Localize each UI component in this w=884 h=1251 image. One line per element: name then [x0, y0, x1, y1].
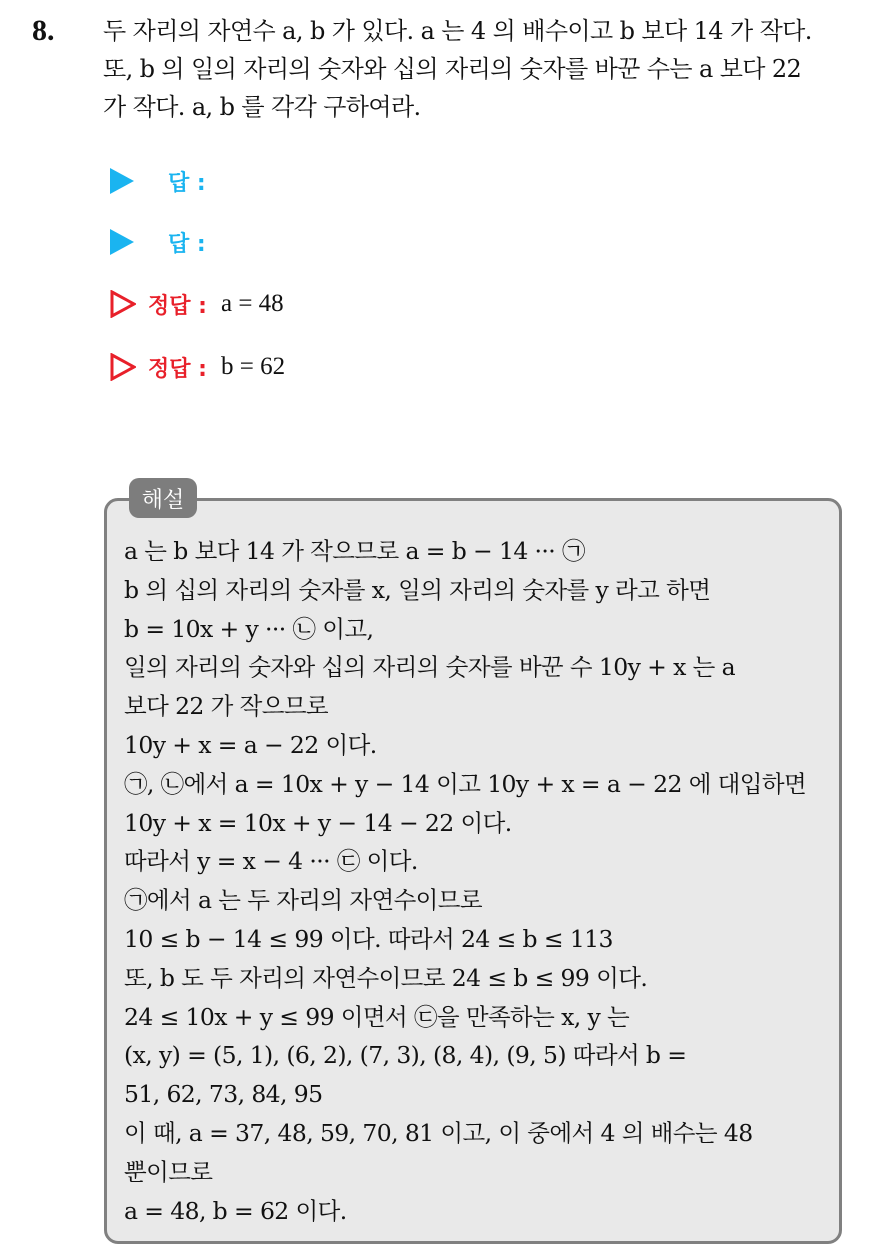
solution-line: a = 48, b = 62 이다.	[124, 1196, 347, 1225]
solution-line: (x, y) = (5, 1), (6, 2), (7, 3), (8, 4), (9, 5) 따라서 b =	[124, 1041, 687, 1070]
answer-label: 답 :	[168, 231, 206, 257]
solution-line: b = 10x + y ··· ㉡ 이고,	[124, 614, 374, 643]
solution-line: a 는 b 보다 14 가 작으므로 a = b − 14 ··· ㉠	[124, 537, 585, 565]
correct-triangle-outline-icon	[110, 353, 136, 381]
solution-line: 뿐이므로	[124, 1157, 213, 1186]
solution-line: 51, 62, 73, 84, 95	[124, 1080, 323, 1109]
question-line: 또, b 의 일의 자리의 숫자와 십의 자리의 숫자를 바꾼 수는 a 보다 22	[103, 55, 802, 83]
solution-line: 10 ≤ b − 14 ≤ 99 이다. 따라서 24 ≤ b ≤ 113	[124, 924, 613, 953]
answer-triangle-icon	[110, 229, 134, 255]
solution-line: 또, b 도 두 자리의 자연수이므로 24 ≤ b ≤ 99 이다.	[124, 963, 648, 992]
solution-line: ㉠에서 a 는 두 자리의 자연수이므로	[124, 886, 482, 915]
correct-answer-a	[110, 286, 284, 322]
answer-triangle-icon	[110, 168, 134, 194]
question-number: 8.	[32, 14, 55, 47]
correct-answer-label: 정답 :	[148, 356, 207, 382]
solution-line: 10y + x = 10x + y − 14 − 22 이다.	[124, 808, 512, 837]
correct-answer-b	[110, 349, 285, 385]
solution-line: 따라서 y = x − 4 ··· ㉢ 이다.	[124, 847, 418, 876]
solution-line: ㉠, ㉡에서 a = 10x + y − 14 이고 10y + x = a − 22 에 대입하면	[124, 769, 807, 798]
solution-line: 24 ≤ 10x + y ≤ 99 이면서 ㉢을 만족하는 x, y 는	[124, 1002, 630, 1031]
question-text	[103, 12, 873, 126]
correct-answer-value: a = 48	[220, 290, 284, 317]
correct-answer-label: 정답 :	[148, 293, 207, 319]
solution-text	[124, 532, 824, 1230]
solution-line: 일의 자리의 숫자와 십의 자리의 숫자를 바꾼 수 10y + x 는 a	[124, 653, 735, 682]
correct-answer-value: b = 62	[220, 353, 286, 380]
solution-line: 이 때, a = 37, 48, 59, 70, 81 이고, 이 중에서 4 의 배수는 48	[124, 1118, 753, 1147]
question-line: 가 작다. a, b 를 각각 구하여라.	[103, 93, 421, 121]
answer-field-b[interactable]	[110, 224, 206, 260]
solution-line: b 의 십의 자리의 숫자를 x, 일의 자리의 숫자를 y 라고 하면	[124, 575, 711, 604]
solution-line: 보다 22 가 작으므로	[124, 692, 329, 721]
answer-label: 답 :	[168, 170, 206, 196]
solution-line: 10y + x = a − 22 이다.	[124, 730, 377, 759]
answer-field-a[interactable]	[110, 163, 206, 199]
correct-triangle-outline-icon	[110, 290, 136, 318]
question-line: 두 자리의 자연수 a, b 가 있다. a 는 4 의 배수이고 b 보다 14 가 작다.	[103, 17, 812, 45]
solution-tag: 해설	[129, 478, 197, 518]
